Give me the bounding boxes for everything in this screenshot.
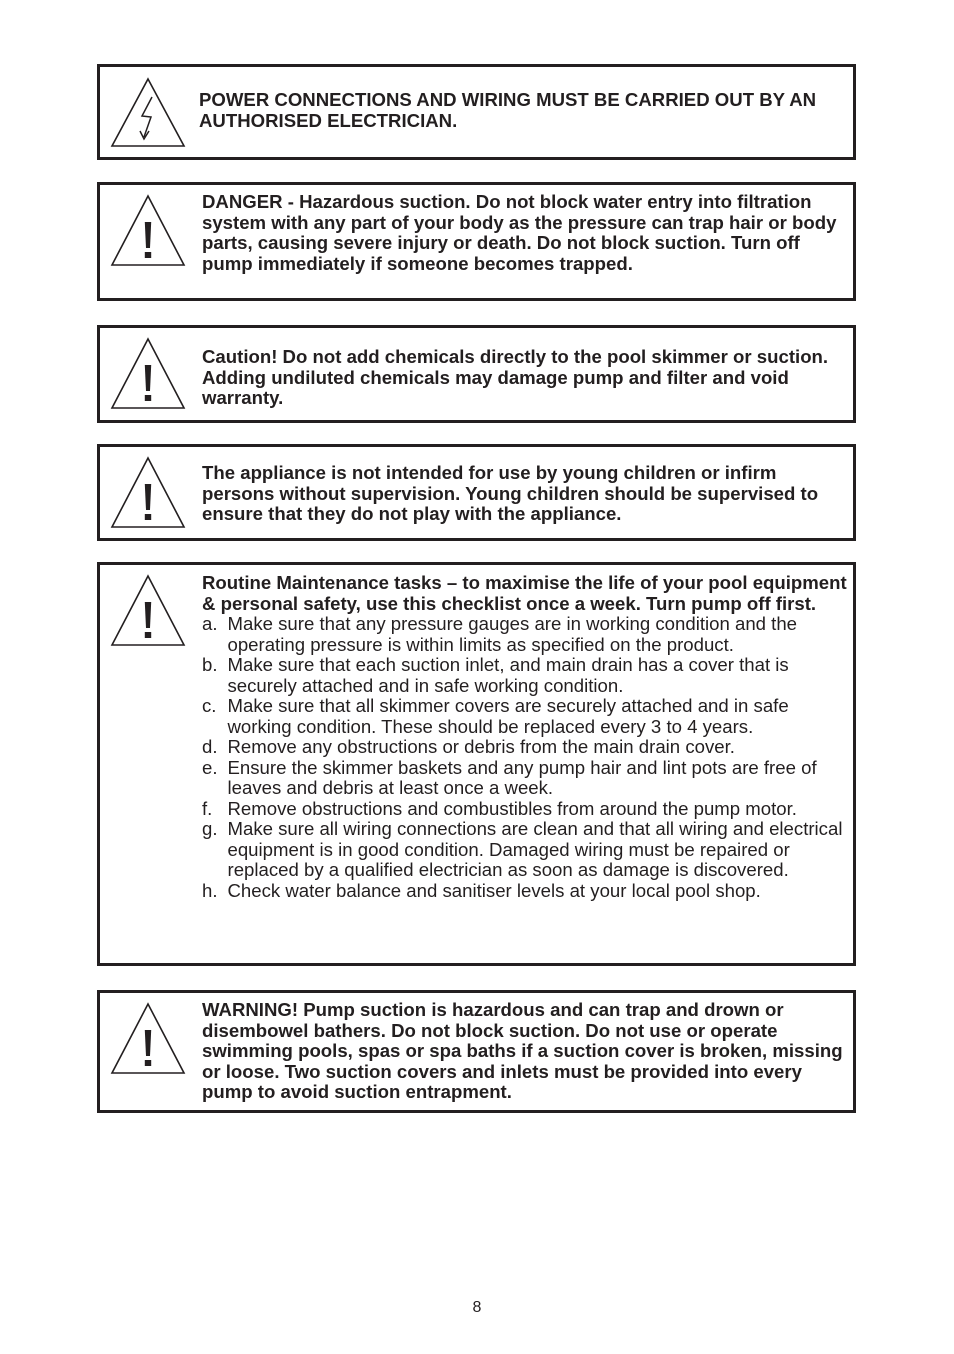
- electrical-hazard-icon: [109, 75, 187, 150]
- notice-maintenance-checklist: [97, 562, 856, 966]
- exclamation-warning-icon: [109, 1001, 187, 1076]
- notice-caution-chemicals: [97, 325, 856, 423]
- notice-electrician: [97, 64, 856, 160]
- list-item: b. Make sure that each suction inlet, and main drain has a cover that is securely attached and in safe working condition.: [202, 654, 789, 696]
- notice-text: The appliance is not intended for use by young children or infirm persons without supervision. Young children should be supervised to ensure that they do not play with the appliance.: [202, 462, 819, 524]
- list-item: g. Make sure all wiring connections are clean and that all wiring and electrical equipment is in good condition. Damaged wiring must be repaired or replaced by a qualified electrician as soon as damage is discovered.: [202, 818, 843, 880]
- page-number: 8: [472, 1299, 482, 1316]
- list-item: d. Remove any obstructions or debris from the main drain cover.: [202, 736, 735, 757]
- notice-children: [97, 444, 856, 541]
- list-item: a. Make sure that any pressure gauges are in working condition and the operating pressure is within limits as specified on the product.: [202, 613, 798, 655]
- exclamation-warning-icon: [109, 573, 187, 648]
- notice-text: DANGER - Hazardous suction. Do not block water entry into filtration system with any part of your body as the pressure can trap hair or body parts, causing severe injury or death. Do not block suction. Turn off pump immediately if someone becomes trapped.: [202, 191, 837, 274]
- exclamation-warning-icon: [109, 455, 187, 530]
- list-item: h. Check water balance and sanitiser levels at your local pool shop.: [202, 879, 761, 901]
- checklist-heading: Routine Maintenance tasks – to maximise the life of your pool equipment & personal safety, use this checklist once a week. Turn pump off first.: [202, 572, 847, 614]
- notice-text: WARNING! Pump suction is hazardous and can trap and drown or disembowel bathers. Do not block suction. Do not use or operate swimming pools, spas or spa baths if a suction cover is broken, missing or loose. Two suction covers and inlets must be provided into every pump to avoid suction entrapment.: [202, 999, 843, 1102]
- notice-warning-suction: [97, 990, 856, 1113]
- list-item: f. Remove obstructions and combustibles from around the pump motor.: [202, 797, 797, 819]
- notice-text: Caution! Do not add chemicals directly to the pool skimmer or suction. Adding undiluted chemicals may damage pump and filter and void warranty.: [202, 346, 829, 408]
- checklist: [202, 614, 851, 901]
- list-item: e. Ensure the skimmer baskets and any pump hair and lint pots are free of leaves and debris at least once a week.: [202, 756, 817, 798]
- exclamation-warning-icon: [109, 193, 187, 268]
- list-item: c. Make sure that all skimmer covers are securely attached and in safe working condition. These should be replaced every 3 to 4 years.: [202, 695, 789, 737]
- notice-danger-suction: [97, 182, 856, 301]
- exclamation-warning-icon: [109, 336, 187, 411]
- notice-text: POWER CONNECTIONS AND WIRING MUST BE CARRIED OUT BY AN AUTHORISED ELECTRICIAN.: [199, 89, 817, 131]
- checklist-content: [202, 573, 851, 901]
